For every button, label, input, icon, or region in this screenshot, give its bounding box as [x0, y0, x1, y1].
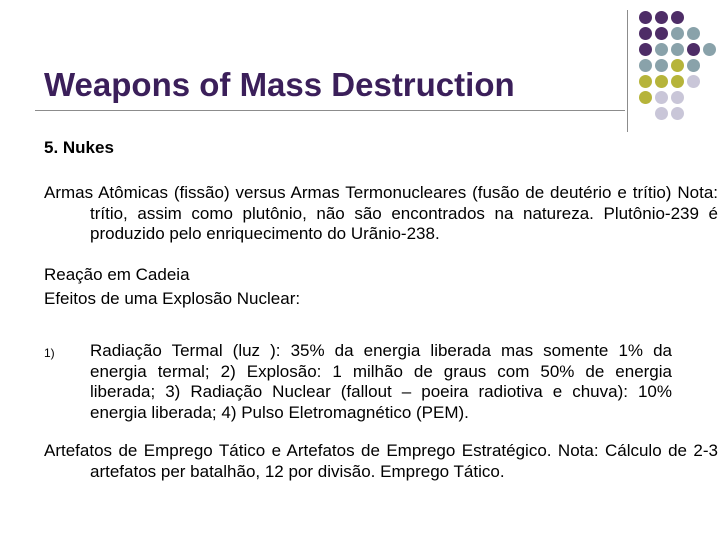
decorative-dot: [639, 27, 652, 40]
paragraph-weapon-types: Armas Atômicas (fissão) versus Armas Termonucleares (fusão de deutério e trítio) Nota: trítio, assim como plutônio, não são encontrados na natureza. Plutônio-239 é produzido pelo enriquecimento do Urãnio-238.: [44, 183, 718, 243]
decorative-dot: [703, 11, 716, 24]
decorative-dot: [671, 107, 684, 120]
line-explosion-effects: Efeitos de uma Explosão Nuclear:: [44, 289, 301, 308]
decorative-dot: [671, 59, 684, 72]
decorative-dot: [655, 27, 668, 40]
decorative-dot: [639, 75, 652, 88]
decorative-dot: [671, 43, 684, 56]
decorative-dot: [671, 75, 684, 88]
decorative-dot: [671, 27, 684, 40]
decorative-dot: [671, 91, 684, 104]
decorative-dot: [639, 59, 652, 72]
decorative-dot: [687, 11, 700, 24]
slide-title: Weapons of Mass Destruction: [44, 66, 515, 103]
decorative-dot: [687, 27, 700, 40]
list-item-number: 1): [44, 346, 55, 360]
decorative-dot: [655, 75, 668, 88]
decorative-dot: [687, 91, 700, 104]
paragraph-artifacts: Artefatos de Emprego Tático e Artefatos de Emprego Estratégico. Nota: Cálculo de 2-3 artefatos per batalhão, 12 por divisão. Emprego Tático.: [44, 441, 718, 481]
decorative-dot: [639, 11, 652, 24]
decorative-dot: [687, 75, 700, 88]
decorative-dot: [703, 75, 716, 88]
decorative-dot: [655, 59, 668, 72]
decorative-dot: [655, 43, 668, 56]
title-underline: [35, 110, 625, 111]
decorative-dot: [639, 91, 652, 104]
decorative-dot: [703, 91, 716, 104]
decorative-dot-grid: [639, 11, 716, 120]
decorative-dot: [687, 59, 700, 72]
decorative-dot: [687, 107, 700, 120]
decorative-dot: [703, 107, 716, 120]
decorative-dot: [687, 43, 700, 56]
list-item-text: Radiação Termal (luz ): 35% da energia liberada mas somente 1% da energia termal; 2) Explosão: 1 milhão de graus com 50% de energia liberada; 3) Radiação Nuclear (fallout – poeira radiotiva e chuva): 10% energia liberada; 4) Pulso Eletromagnético (PEM).: [90, 341, 672, 422]
vertical-divider: [627, 10, 628, 132]
decorative-dot: [703, 43, 716, 56]
decorative-dot: [639, 43, 652, 56]
decorative-dot: [671, 11, 684, 24]
decorative-dot: [655, 11, 668, 24]
section-subtitle: 5. Nukes: [44, 138, 114, 157]
line-chain-reaction: Reação em Cadeia: [44, 265, 190, 284]
decorative-dot: [639, 107, 652, 120]
decorative-dot: [655, 91, 668, 104]
decorative-dot: [703, 27, 716, 40]
list-item: [44, 341, 672, 423]
decorative-dot: [703, 59, 716, 72]
decorative-dot: [655, 107, 668, 120]
